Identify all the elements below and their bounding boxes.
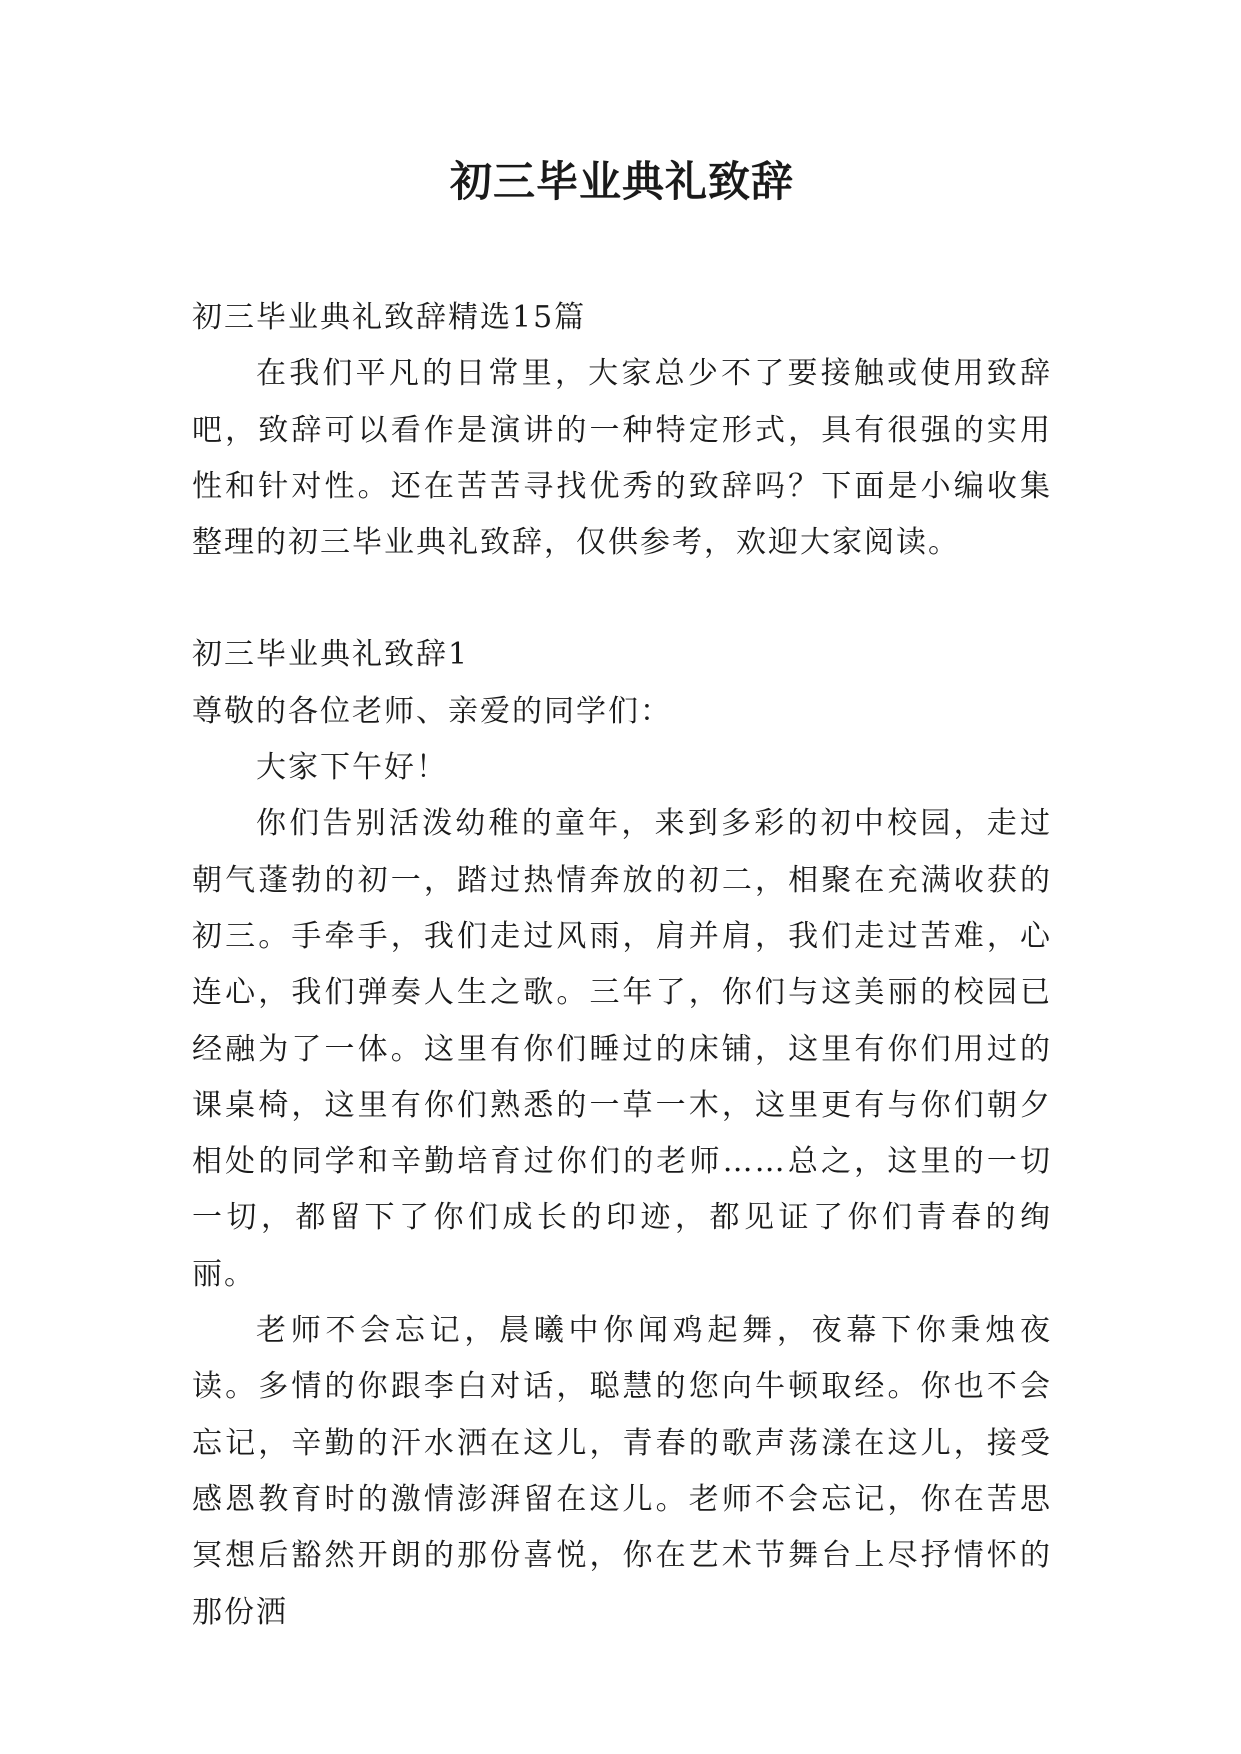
- document-subtitle: 初三毕业典礼致辞精选15篇: [192, 300, 587, 335]
- body-paragraph-1: 你们告别活泼幼稚的童年，来到多彩的初中校园，走过朝气蓬勃的初一，踏过热情奔放的初二，相聚在充满收获的初三。手牵手，我们走过风雨，肩并肩，我们走过苦难，心连心，我们弹奏人生之歌。三年了，你们与这美丽的校园已经融为了一体。这里有你们睡过的床铺，这里有你们用过的课桌椅，这里有你们熟悉的一草一木，这里更有与你们朝夕相处的同学和辛勤培育过你们的老师……总之，这里的一切一切，都留下了你们成长的印迹，都见证了你们青春的绚丽。: [192, 806, 1052, 1292]
- body-paragraph-2: 老师不会忘记，晨曦中你闻鸡起舞，夜幕下你秉烛夜读。多情的你跟李白对话，聪慧的您向牛顿取经。你也不会忘记，辛勤的汗水洒在这儿，青春的歌声荡漾在这儿，接受感恩教育时的激情澎湃留在这儿。老师不会忘记，你在苦思冥想后豁然开朗的那份喜悦，你在艺术节舞台上尽抒情怀的那份洒: [192, 1313, 1052, 1630]
- salutation: 尊敬的各位老师、亲爱的同学们：: [192, 693, 672, 729]
- section-spacer: [192, 571, 1052, 627]
- greeting: 大家下午好！: [256, 750, 448, 786]
- document-title: 初三毕业典礼致辞: [449, 157, 794, 206]
- intro-paragraph: 在我们平凡的日常里，大家总少不了要接触或使用致辞吧，致辞可以看作是演讲的一种特定形式，具有很强的实用性和针对性。还在苦苦寻找优秀的致辞吗？下面是小编收集整理的初三毕业典礼致辞，仅供参考，欢迎大家阅读。: [192, 356, 1052, 561]
- document-body: [192, 290, 1052, 1641]
- section-heading: 初三毕业典礼致辞1: [192, 637, 470, 673]
